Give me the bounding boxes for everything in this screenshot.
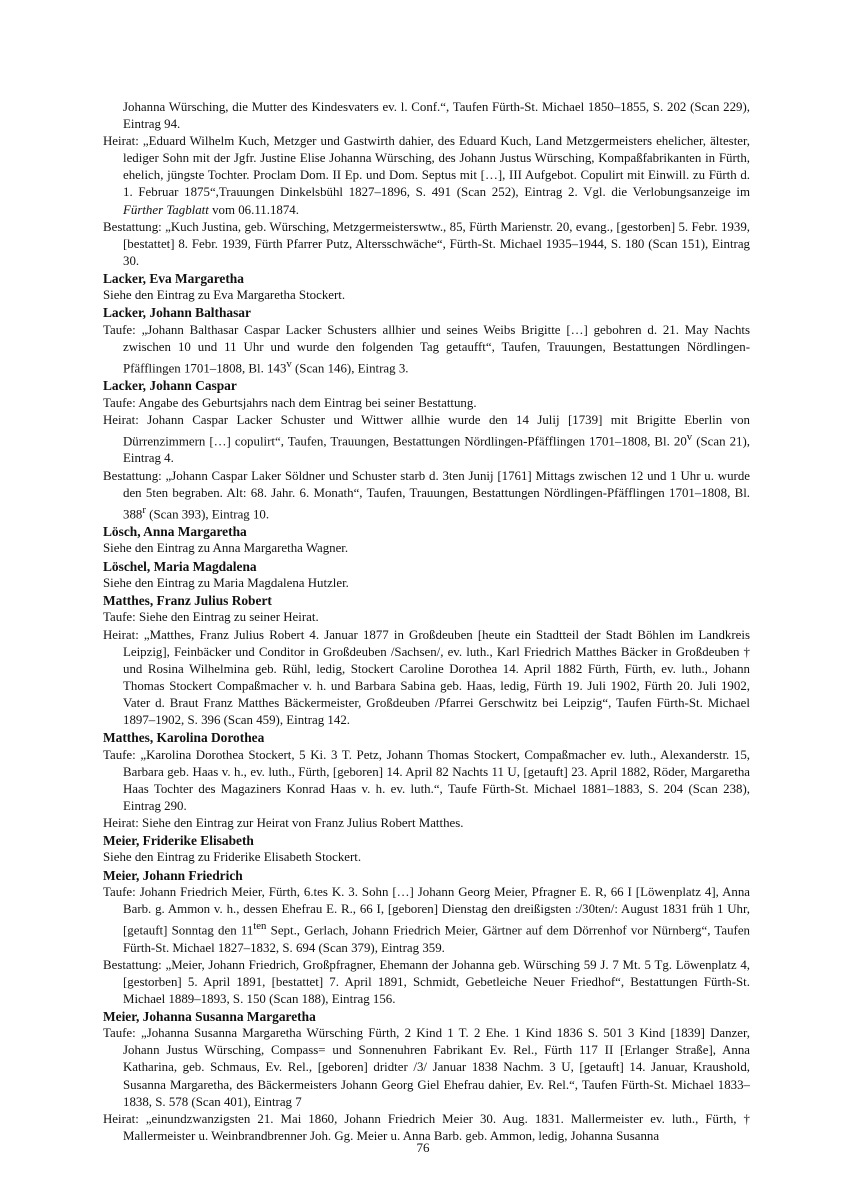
cross-reference: Siehe den Eintrag zu Maria Magdalena Hutzler.: [103, 575, 349, 590]
record-entry: [103, 884, 750, 957]
entry-text-tail: (Scan 21), Eintrag 4.: [123, 434, 750, 466]
cross-reference: Siehe den Eintrag zu Eva Margaretha Stockert.: [103, 288, 346, 303]
entry-label: Bestattung:: [103, 468, 162, 483]
entry-label: Heirat:: [103, 627, 139, 642]
record-entry: [103, 412, 750, 468]
record-entry: [103, 609, 750, 626]
entry-heading: Lacker, Eva Margaretha: [103, 270, 244, 286]
entry-heading: Lacker, Johann Caspar: [103, 378, 237, 394]
entry-text-tail: vom 06.11.1874.: [208, 202, 299, 217]
entry-text: „Kuch Justina, geb. Würsching, Metzgermeisterswtw., 85, Fürth Marienstr. 20, evang., [gestorben] 5. Febr. 1939, [bestattet] 8. Febr. 1939, Fürth Pfarrer Putz, Altersschwäche“, Fürth-St. Michael 1935–1944, S. 180 (Scan 151), Eintrag 30.: [123, 219, 750, 268]
entry-label: Heirat:: [103, 134, 139, 149]
entry-label: Taufe:: [103, 610, 136, 625]
cross-reference: Siehe den Eintrag zu Anna Margaretha Wagner.: [103, 541, 349, 556]
entry-label: Taufe:: [103, 884, 136, 899]
entry-text-tail: Sept., Gerlach, Johann Friedrich Meier, Gärtner auf dem Dörrenhof vor Nürnberg“, Taufen Fürth-St. Michael 1827–1832, S. 694 (Scan 379), Eintrag 359.: [123, 923, 750, 955]
entry-heading: Meier, Johann Friedrich: [103, 867, 243, 883]
entry-label: Taufe:: [103, 322, 136, 337]
entry-superscript: v: [286, 358, 292, 371]
entry-heading: Lösch, Anna Margaretha: [103, 524, 247, 540]
entry-text: „Johanna Susanna Margaretha Würsching Fürth, 2 Kind 1 T. 2 Ehe. 1 Kind 1836 S. 501 3 Kind [1839] Danzer, Johann Justus Würsching, Compass= und Sonnenuhren Fabrikant Ev. Rel., Fürth 117 II [Erlanger Straße], Anna Katharina, geb. Schmaus, Ev. Rel., [geboren] dridter /3/ Januar 1838 Nachm. 3 U, [getauft] 14. Januar, Kraushold, Susanna Margaretha, des Bäckermeisters Johann Georg Giel Ehefrau dahier, Ev. Rel.“, Taufen Fürth-St. Michael 1833–1838, S. 578 (Scan 401), Eintrag 7: [123, 1026, 750, 1109]
entry-label: Bestattung:: [103, 957, 162, 972]
entry-italic-title: Fürther Tagblatt: [123, 202, 209, 217]
entry-text: „Johann Balthasar Caspar Lacker Schusters allhier und seines Weibs Brigitte […] gebohren d. 21. May Nachts zwischen 10 und 11 Uhr und wurde den folgenden Tag getaufft“, Taufen, Trauungen, Bestattungen Nördlingen-Pfäfflingen 1701–1808, Bl. 143: [123, 322, 750, 376]
entry-label: Taufe:: [103, 1026, 136, 1041]
page-number: 76: [416, 1140, 430, 1155]
entry-text: „Matthes, Franz Julius Robert 4. Januar 1877 in Großdeuben [heute ein Stadtteil der Stadt Böhlen im Landkreis Leipzig], Feinbäcker und Conditor in Großdeuben /Sachsen/, ev. luth., Karl Friedrich Matthes Bäcker in Großdeuben † und Rosina Wilhelmina geb. Rühl, ledig, Stockert Caroline Dorothea 14. April 1882 Fürth, Fürth, ev. luth., Johann Thomas Stockert Compaßmacher v. h. und Barbara Sabina geb. Haas, ledig, Fürth 19. Juli 1902, Fürth 20. Juli 1902, Vater d. Braut Franz Matthes Bäckermeister, Großdeuben /Pfarrei Gerschwitz bei Leipzig“, Taufen Fürth-St. Michael 1897–1902, S. 396 (Scan 459), Eintrag 142.: [123, 627, 750, 728]
entry-heading: Meier, Johanna Susanna Margaretha: [103, 1008, 316, 1024]
entry-text-tail: (Scan 146), Eintrag 3.: [291, 361, 409, 376]
entry-superscript: r: [142, 503, 146, 516]
record-entry: [103, 957, 750, 1008]
continued-paragraph: Johanna Würsching, die Mutter des Kindesvaters ev. l. Conf.“, Taufen Fürth-St. Michael 1850–1855, S. 202 (Scan 229), Eintrag 94.: [123, 100, 750, 132]
entry-text: „Johann Caspar Laker Söldner und Schuster starb d. 3ten Junij [1761] Mittags zwischen 12 und 1 Uhr u. wurde den 5ten begraben. Alt: 68. Jahr. 6. Monath“, Taufen, Trauungen, Bestattungen Nördlingen-Pfäfflingen 1701–1808, Bl. 388: [123, 468, 750, 521]
entry-text: Angabe des Geburtsjahrs nach dem Eintrag bei seiner Bestattung.: [138, 395, 477, 410]
entry-label: Heirat:: [103, 815, 139, 830]
entry-text-tail: (Scan 393), Eintrag 10.: [145, 506, 270, 521]
entry-label: Taufe:: [103, 747, 136, 762]
record-entry: [103, 395, 750, 412]
entry-superscript: v: [686, 431, 693, 444]
record-entry: [103, 1025, 750, 1110]
entry-text: „Eduard Wilhelm Kuch, Metzger und Gastwirth dahier, des Eduard Kuch, Land Metzgermeisters ehelicher, ältester, lediger Sohn mit der Jgfr. Justine Elise Johanna Würsching, des Johann Justus Würsching, Kompaßfabrikanten in Fürth, ehelich, jüngste Tochter. Proclam Dom. II Ep. und Dom. Septus mit […], III Aufgebot. Copulirt mit Einwill. zu Fürth d. 1. Februar 1875“,Trauungen Dinkelsbühl 1827–1896, S. 491 (Scan 252), Eintrag 2. Vgl. die Verlobungsanzeige im: [123, 134, 750, 200]
entry-text: Siehe den Eintrag zur Heirat von Franz Julius Robert Matthes.: [142, 815, 464, 830]
entry-label: Bestattung:: [103, 219, 162, 234]
entry-heading: Lacker, Johann Balthasar: [103, 305, 251, 321]
cross-reference: Siehe den Eintrag zu Friderike Elisabeth Stockert.: [103, 850, 362, 865]
entry-superscript: ten: [253, 920, 267, 933]
record-entry: [103, 747, 750, 815]
entry-heading: Matthes, Karolina Dorothea: [103, 730, 265, 746]
entry-text: Siehe den Eintrag zu seiner Heirat.: [138, 610, 319, 625]
entry-text: „Karolina Dorothea Stockert, 5 Ki. 3 T. Petz, Johann Thomas Stockert, Compaßmacher ev. luth., Alexanderstr. 15, Barbara geb. Haas v. h., ev. luth., Fürth, [geboren] 14. April 82 Nachts 11 U, [getauft] 23. April 1882, Röder, Margaretha Haas Tochter des Magaziners Konrad Haas v. h. ev. luth.“, Taufe Fürth-St. Michael 1881–1883, S. 204 (Scan 238), Eintrag 290.: [123, 747, 750, 813]
entry-heading: Löschel, Maria Magdalena: [103, 558, 257, 574]
entry-text: Johann Friedrich Meier, Fürth, 6.tes K. 3. Sohn […] Johann Georg Meier, Pfragner E. R, 66 I [Löwenplatz 4], Anna Barb. g. Ammon v. h., dessen Ehefrau E. R., 66 I, [geboren] Dienstag den dreißigsten :/30ten/: August 1831 früh 1 Uhr, [getauft] Sonntag den 11: [123, 884, 750, 938]
entry-heading: Meier, Friderike Elisabeth: [103, 833, 254, 849]
record-entry: [103, 133, 750, 218]
entry-text: Johann Caspar Lacker Schuster und Wittwer allhie wurde den 14 Julij [1739] mit Brigitte Eberlin von Dürrenzimmern […] copulirt“, Taufen, Trauungen, Bestattungen Nördlingen-Pfäfflingen 1701–1808, Bl. 20: [123, 412, 750, 449]
entry-text: „einundzwanzigsten 21. Mai 1860, Johann Friedrich Meier 30. Aug. 1831. Mallermeister ev. luth., Fürth, † Mallermeister u. Weinbrandbrenner Joh. Gg. Meier u. Anna Barb. geb. Ammon, ledig, Johanna Susanna: [123, 1111, 750, 1143]
entry-label: Heirat:: [103, 412, 139, 427]
record-entry: [103, 219, 750, 270]
entry-heading: Matthes, Franz Julius Robert: [103, 593, 272, 609]
entry-label: Taufe:: [103, 395, 136, 410]
entry-text: „Meier, Johann Friedrich, Großpfragner, Ehemann der Johanna geb. Würsching 59 J. 7 Mt. 5 Tg. Löwenplatz 4, [gestorben] 5. April 1891, [bestattet] 7. April 1891, Schmidt, Gebetleiche Neuer Friedhof“, Bestattungen Fürth-St. Michael 1889–1893, S. 150 (Scan 188), Eintrag 156.: [123, 957, 750, 1006]
record-entry: [103, 322, 750, 378]
record-entry: [103, 468, 750, 524]
page-body: [103, 99, 750, 1145]
record-entry: [103, 815, 750, 832]
record-entry: [103, 627, 750, 730]
entry-label: Heirat:: [103, 1111, 139, 1126]
